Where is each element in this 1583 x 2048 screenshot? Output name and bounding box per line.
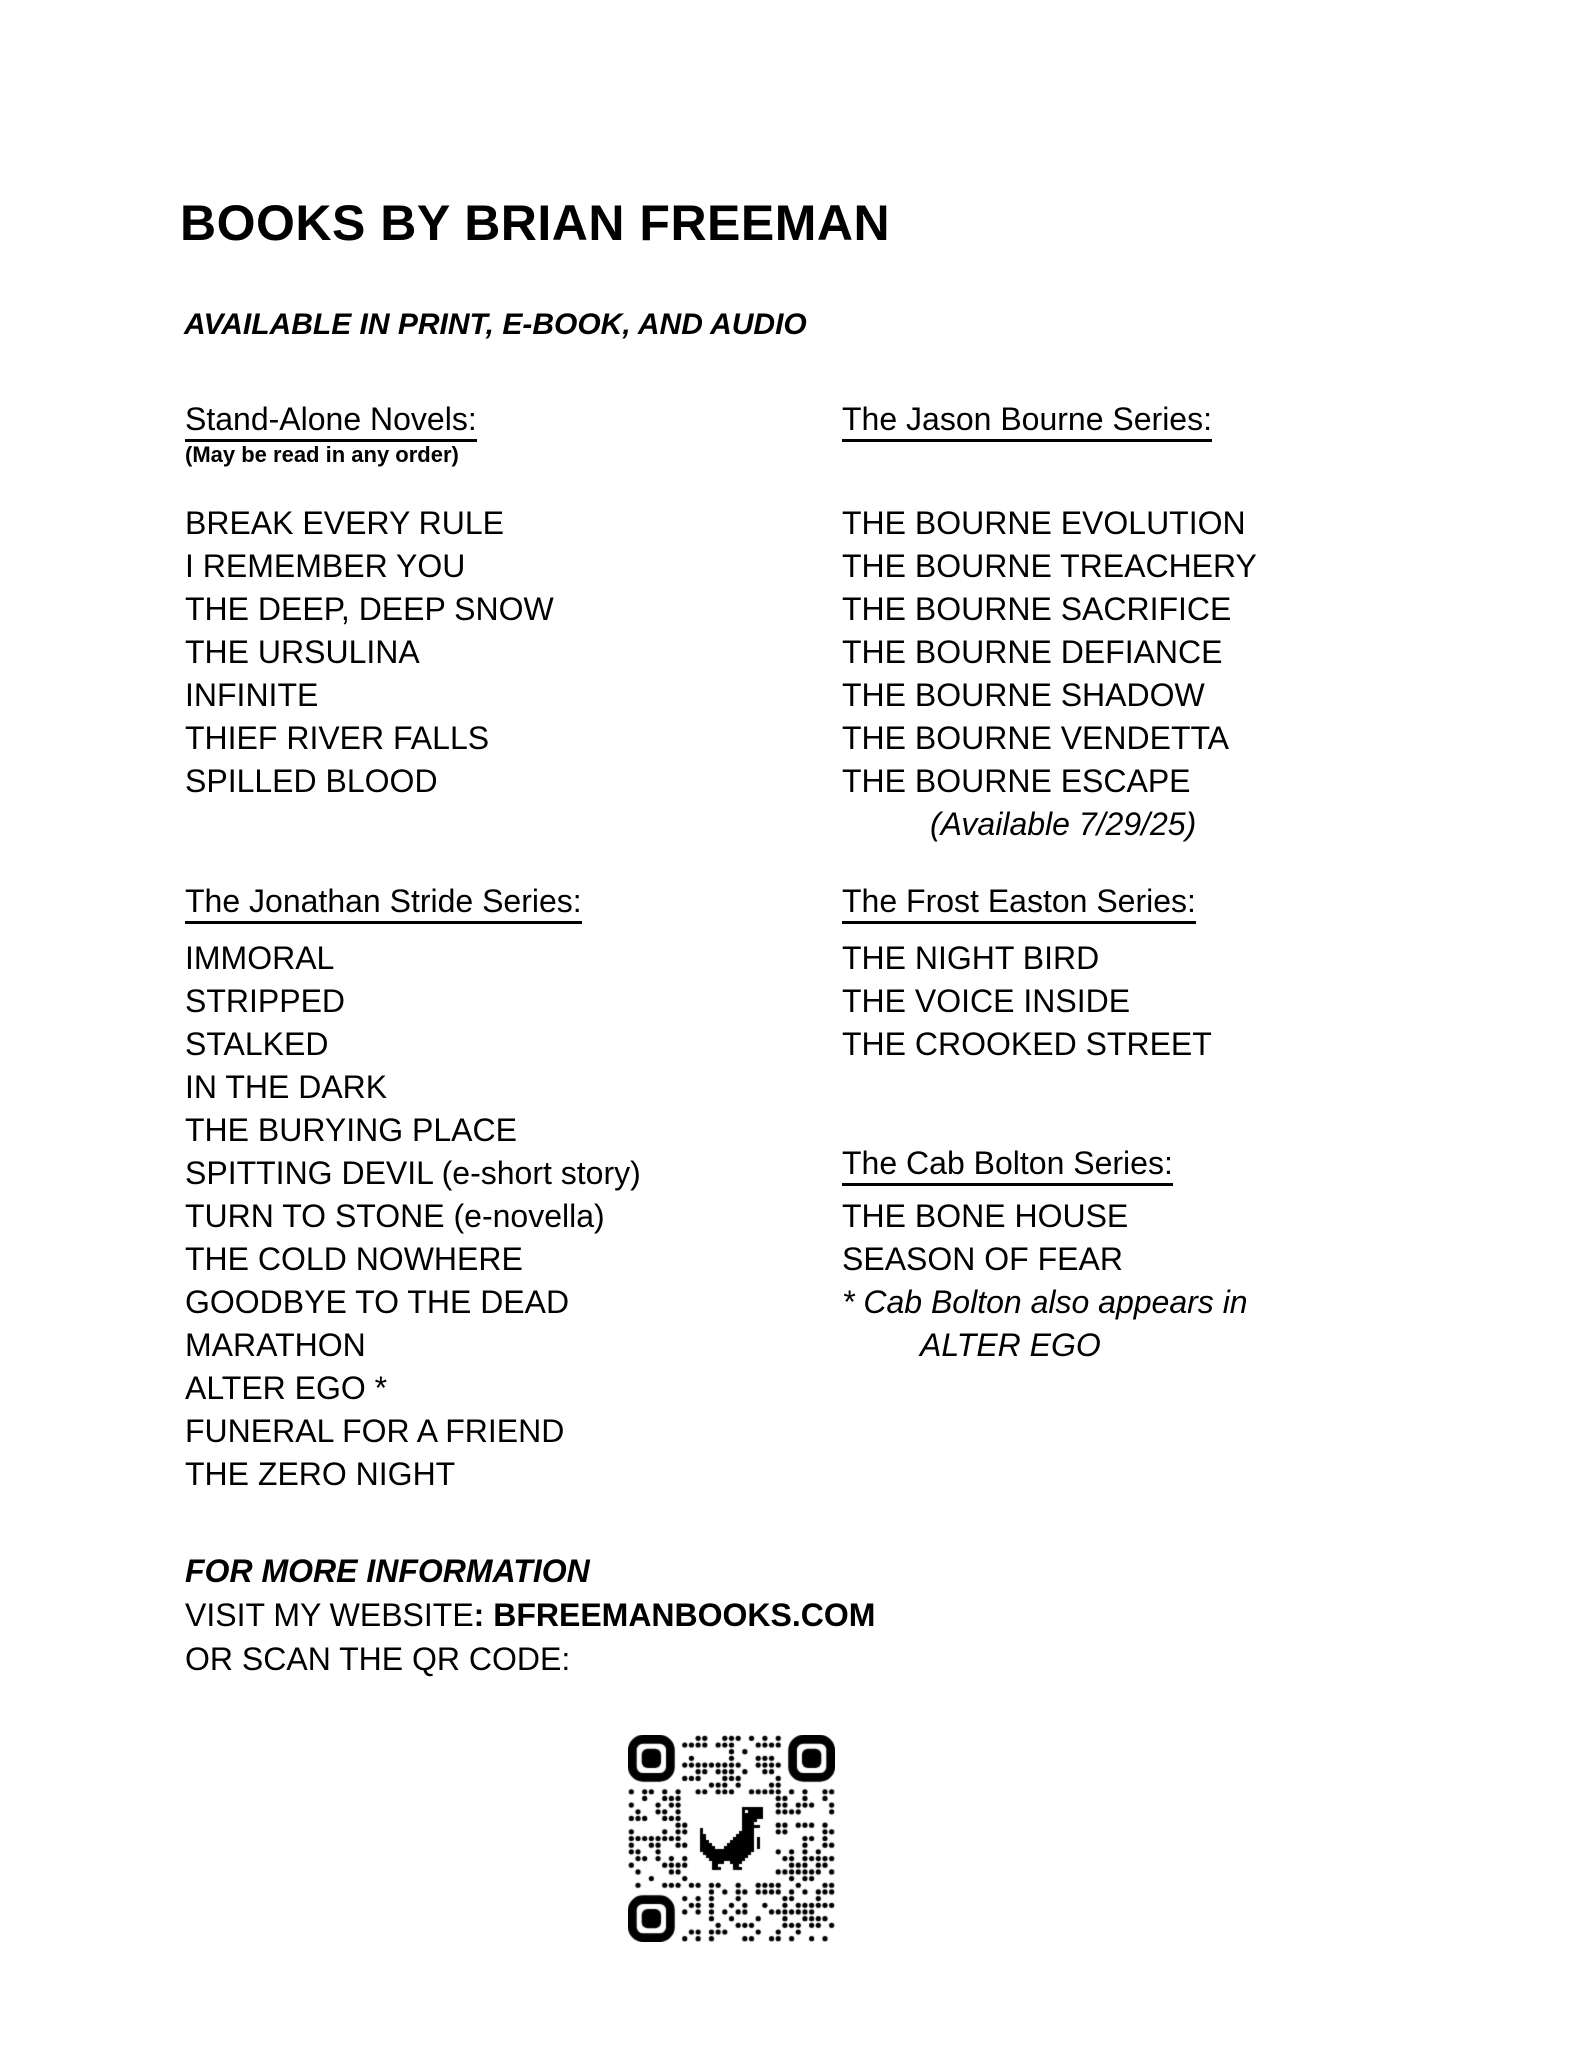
cab-crossover-note-line1: * Cab Bolton also appears in [842, 1284, 1248, 1320]
book-title: THE BOURNE TREACHERY [842, 548, 1257, 584]
page-title: BOOKS BY BRIAN FREEMAN [180, 195, 891, 251]
book-title: SEASON OF FEAR [842, 1241, 1123, 1277]
spacer [185, 924, 825, 937]
book-title: GOODBYE TO THE DEAD [185, 1284, 570, 1320]
section-standalone-header-text: Stand-Alone Novels: [185, 401, 477, 442]
footer-website-line [185, 1593, 875, 1637]
section-bourne-header-text: The Jason Bourne Series: [842, 401, 1212, 442]
book-title: INFINITE [185, 677, 319, 713]
footer-website-prefix: VISIT MY WEBSITE [185, 1597, 474, 1633]
section-cab-header-text: The Cab Bolton Series: [842, 1145, 1173, 1186]
book-title: THE BOURNE VENDETTA [842, 720, 1229, 756]
spacer [842, 442, 1482, 502]
book-title: THE CROOKED STREET [842, 1026, 1212, 1062]
book-title: THE BOURNE ESCAPE [842, 763, 1191, 799]
section-bourne-header [842, 401, 1482, 442]
book-title: TURN TO STONE (e-novella) [185, 1198, 605, 1234]
section-standalone-header [185, 401, 825, 442]
section-bourne [842, 401, 1482, 846]
book-title: STRIPPED [185, 983, 346, 1019]
spacer [185, 468, 825, 502]
section-standalone [185, 401, 825, 803]
book-title: THE VOICE INSIDE [842, 983, 1131, 1019]
footer-website-url: : BFREEMANBOOKS.COM [473, 1597, 876, 1633]
book-title: SPILLED BLOOD [185, 763, 438, 799]
spacer [842, 924, 1482, 937]
section-cab [842, 1145, 1482, 1367]
book-title: THE NIGHT BIRD [842, 940, 1100, 976]
book-title: STALKED [185, 1026, 329, 1062]
book-title: THE COLD NOWHERE [185, 1241, 523, 1277]
availability-note: (Available 7/29/25) [930, 806, 1197, 842]
book-title: FUNERAL FOR A FRIEND [185, 1413, 565, 1449]
book-title: ALTER EGO * [185, 1370, 388, 1406]
book-title: THE ZERO NIGHT [185, 1456, 456, 1492]
book-title: THE DEEP, DEEP SNOW [185, 591, 554, 627]
footer-more-info: FOR MORE INFORMATION [185, 1553, 590, 1589]
book-title: THE BONE HOUSE [842, 1198, 1129, 1234]
book-title: THE BOURNE SHADOW [842, 677, 1205, 713]
section-cab-header [842, 1145, 1482, 1186]
section-stride [185, 883, 825, 1496]
book-title: IN THE DARK [185, 1069, 388, 1105]
book-title: THE BURYING PLACE [185, 1112, 517, 1148]
section-standalone-note: (May be read in any order) [185, 442, 459, 467]
book-title: MARATHON [185, 1327, 366, 1363]
book-title: THE BOURNE SACRIFICE [842, 591, 1232, 627]
section-stride-header [185, 883, 825, 924]
footer [185, 1549, 875, 1681]
book-title: THE BOURNE EVOLUTION [842, 505, 1246, 541]
section-frost-header-text: The Frost Easton Series: [842, 883, 1196, 924]
book-title: THE URSULINA [185, 634, 420, 670]
section-frost-header [842, 883, 1482, 924]
book-title: THE BOURNE DEFIANCE [842, 634, 1223, 670]
section-stride-header-text: The Jonathan Stride Series: [185, 883, 582, 924]
book-title: BREAK EVERY RULE [185, 505, 504, 541]
spacer [842, 1186, 1482, 1195]
book-title: THIEF RIVER FALLS [185, 720, 490, 756]
book-title: SPITTING DEVIL (e-short story) [185, 1155, 641, 1191]
section-frost [842, 883, 1482, 1066]
cab-crossover-note-line2: ALTER EGO [920, 1327, 1101, 1363]
qr-code-dino-icon [628, 1735, 835, 1942]
book-title: IMMORAL [185, 940, 335, 976]
page-subtitle: AVAILABLE IN PRINT, E-BOOK, AND AUDIO [184, 308, 807, 341]
footer-qr-prompt: OR SCAN THE QR CODE: [185, 1641, 571, 1677]
book-title: I REMEMBER YOU [185, 548, 466, 584]
